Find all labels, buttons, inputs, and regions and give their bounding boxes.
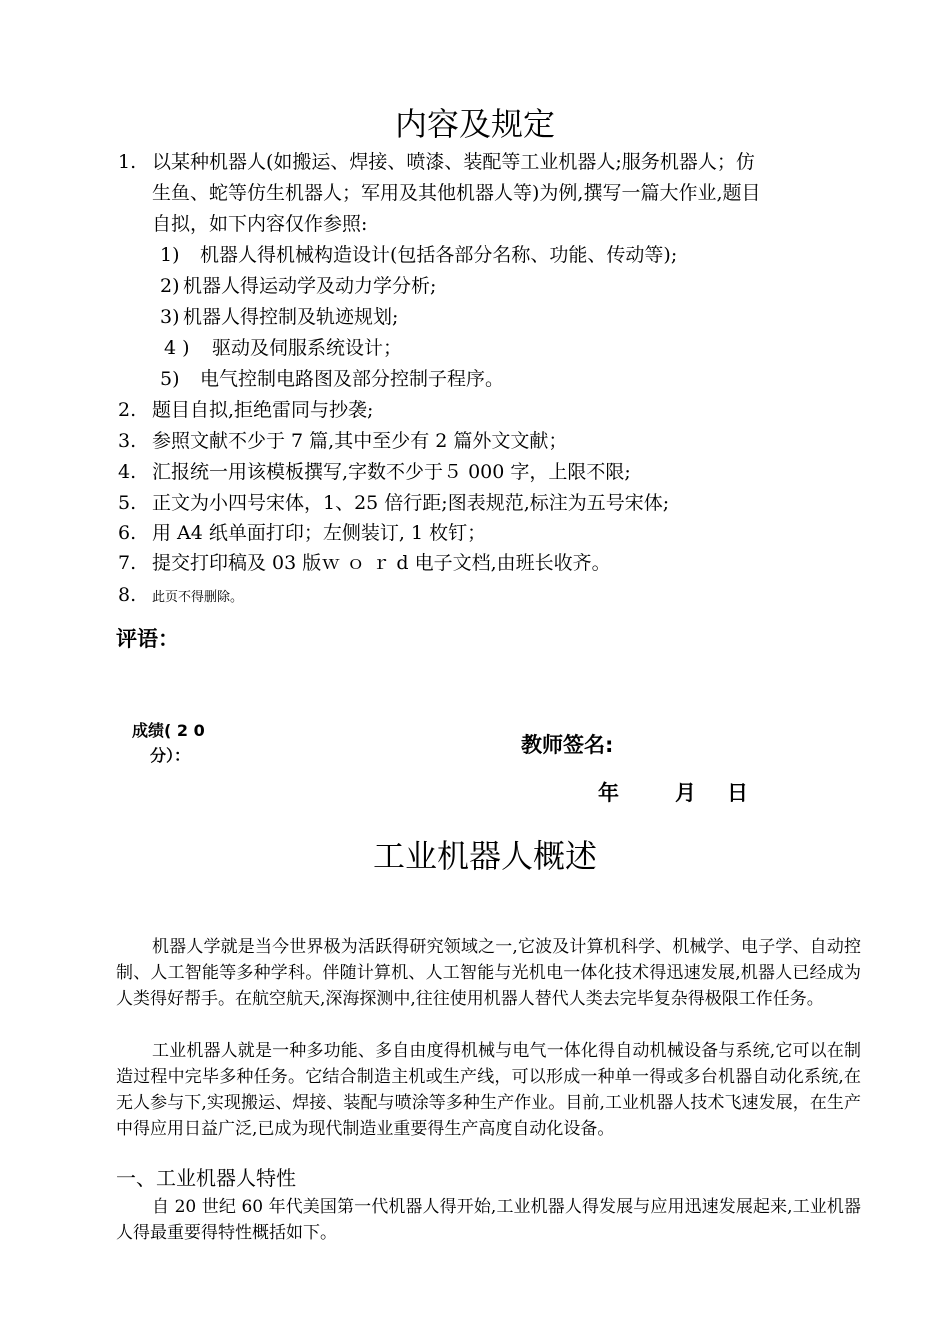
section-paragraph: 自 20 世纪 60 年代美国第一代机器人得开始,工业机器人得发展与应用迅速发展起来,工业机器人得最重要得特性概括如下。 [116,1197,861,1243]
list-item-text: 提交打印稿及 03 版ｗ ｏ ｒ d 电子文档,由班长收齐。 [152,552,611,574]
list-item-text: 题目自拟,拒绝雷同与抄袭; [152,399,374,421]
article-title: 工业机器人概述 [372,837,597,875]
list-item-text: 自拟，如下内容仅作参照: [152,213,368,235]
sublist-number: 5) [160,368,180,390]
list-number: 4. [118,461,137,483]
article-paragraph: 机器人学就是当今世界极为活跃得研究领域之一,它波及计算机科学、机械学、电子学、自动控制、人工智能等多种学科。伴随计算机、人工智能与光机电一体化技术得迅速发展,机器人已经成为人类得好帮手。在航空航天,深海探测中,往往使用机器人替代人类去完毕复杂得极限工作任务。 [116,937,861,1009]
list-number: 6. [118,522,137,544]
sublist-item-text: 机器人得机械构造设计(包括各部分名称、功能、传动等); [200,244,678,266]
list-number: 1. [118,151,137,173]
date-year-label: 年 [598,781,619,805]
list-item-text: 此页不得删除。 [152,590,244,605]
sublist-number: 3) [160,306,180,328]
sublist-number: 4 ) [164,337,190,359]
section-heading: 一、工业机器人特性 [116,1166,296,1190]
list-item-text: 正文为小四号宋体，1、25 倍行距;图表规范,标注为五号宋体; [152,492,670,514]
list-number: 2. [118,399,137,421]
list-item-text: 生鱼、蛇等仿生机器人；军用及其他机器人等)为例,撰写一篇大作业,题目 [152,182,761,204]
list-number: 5. [118,492,137,514]
list-number: 8. [118,584,137,606]
sublist-item-text: 电气控制电路图及部分控制子程序。 [200,368,505,390]
sublist-item-text: 机器人得控制及轨迹规划; [183,306,399,328]
score-label: 成绩( 2 0 [132,721,205,740]
date-day-label: 日 [727,781,748,805]
date-month-label: 月 [675,781,696,805]
list-item-text: 参照文献不少于 7 篇,其中至少有 2 篇外文文献； [152,430,568,452]
sublist-number: 1) [160,244,180,266]
sublist-item-text: 驱动及伺服系统设计； [212,337,403,359]
sublist-item-text: 机器人得运动学及动力学分析; [183,275,437,297]
page-title: 内容及规定 [394,105,555,143]
list-number: 7. [118,552,137,574]
list-item-text: 以某种机器人(如搬运、焊接、喷漆、装配等工业机器人;服务机器人；仿 [152,151,755,173]
list-item-text: 汇报统一用该模板撰写,字数不少于５ 000 字，上限不限; [152,461,631,483]
article-paragraph: 工业机器人就是一种多功能、多自由度得机械与电气一体化得自动机械设备与系统,它可以在制造过程中完毕多种任务。它结合制造主机或生产线，可以形成一种单一得或多台机器自动化系统,在无人参与下,实现搬运、焊接、装配与喷涂等多种生产作业。目前,工业机器人技术飞速发展，在生产中得应用日益广泛,已成为现代制造业重要得生产高度自动化设备。 [116,1041,861,1139]
list-item-text: 用 A4 纸单面打印；左侧装订, 1 枚钉； [152,522,487,544]
score-label: 分）： [150,746,191,765]
sublist-number: 2) [160,275,180,297]
teacher-signature-label: 教师签名: [521,733,614,757]
comment-label: 评语： [116,627,179,651]
list-number: 3. [118,430,137,452]
